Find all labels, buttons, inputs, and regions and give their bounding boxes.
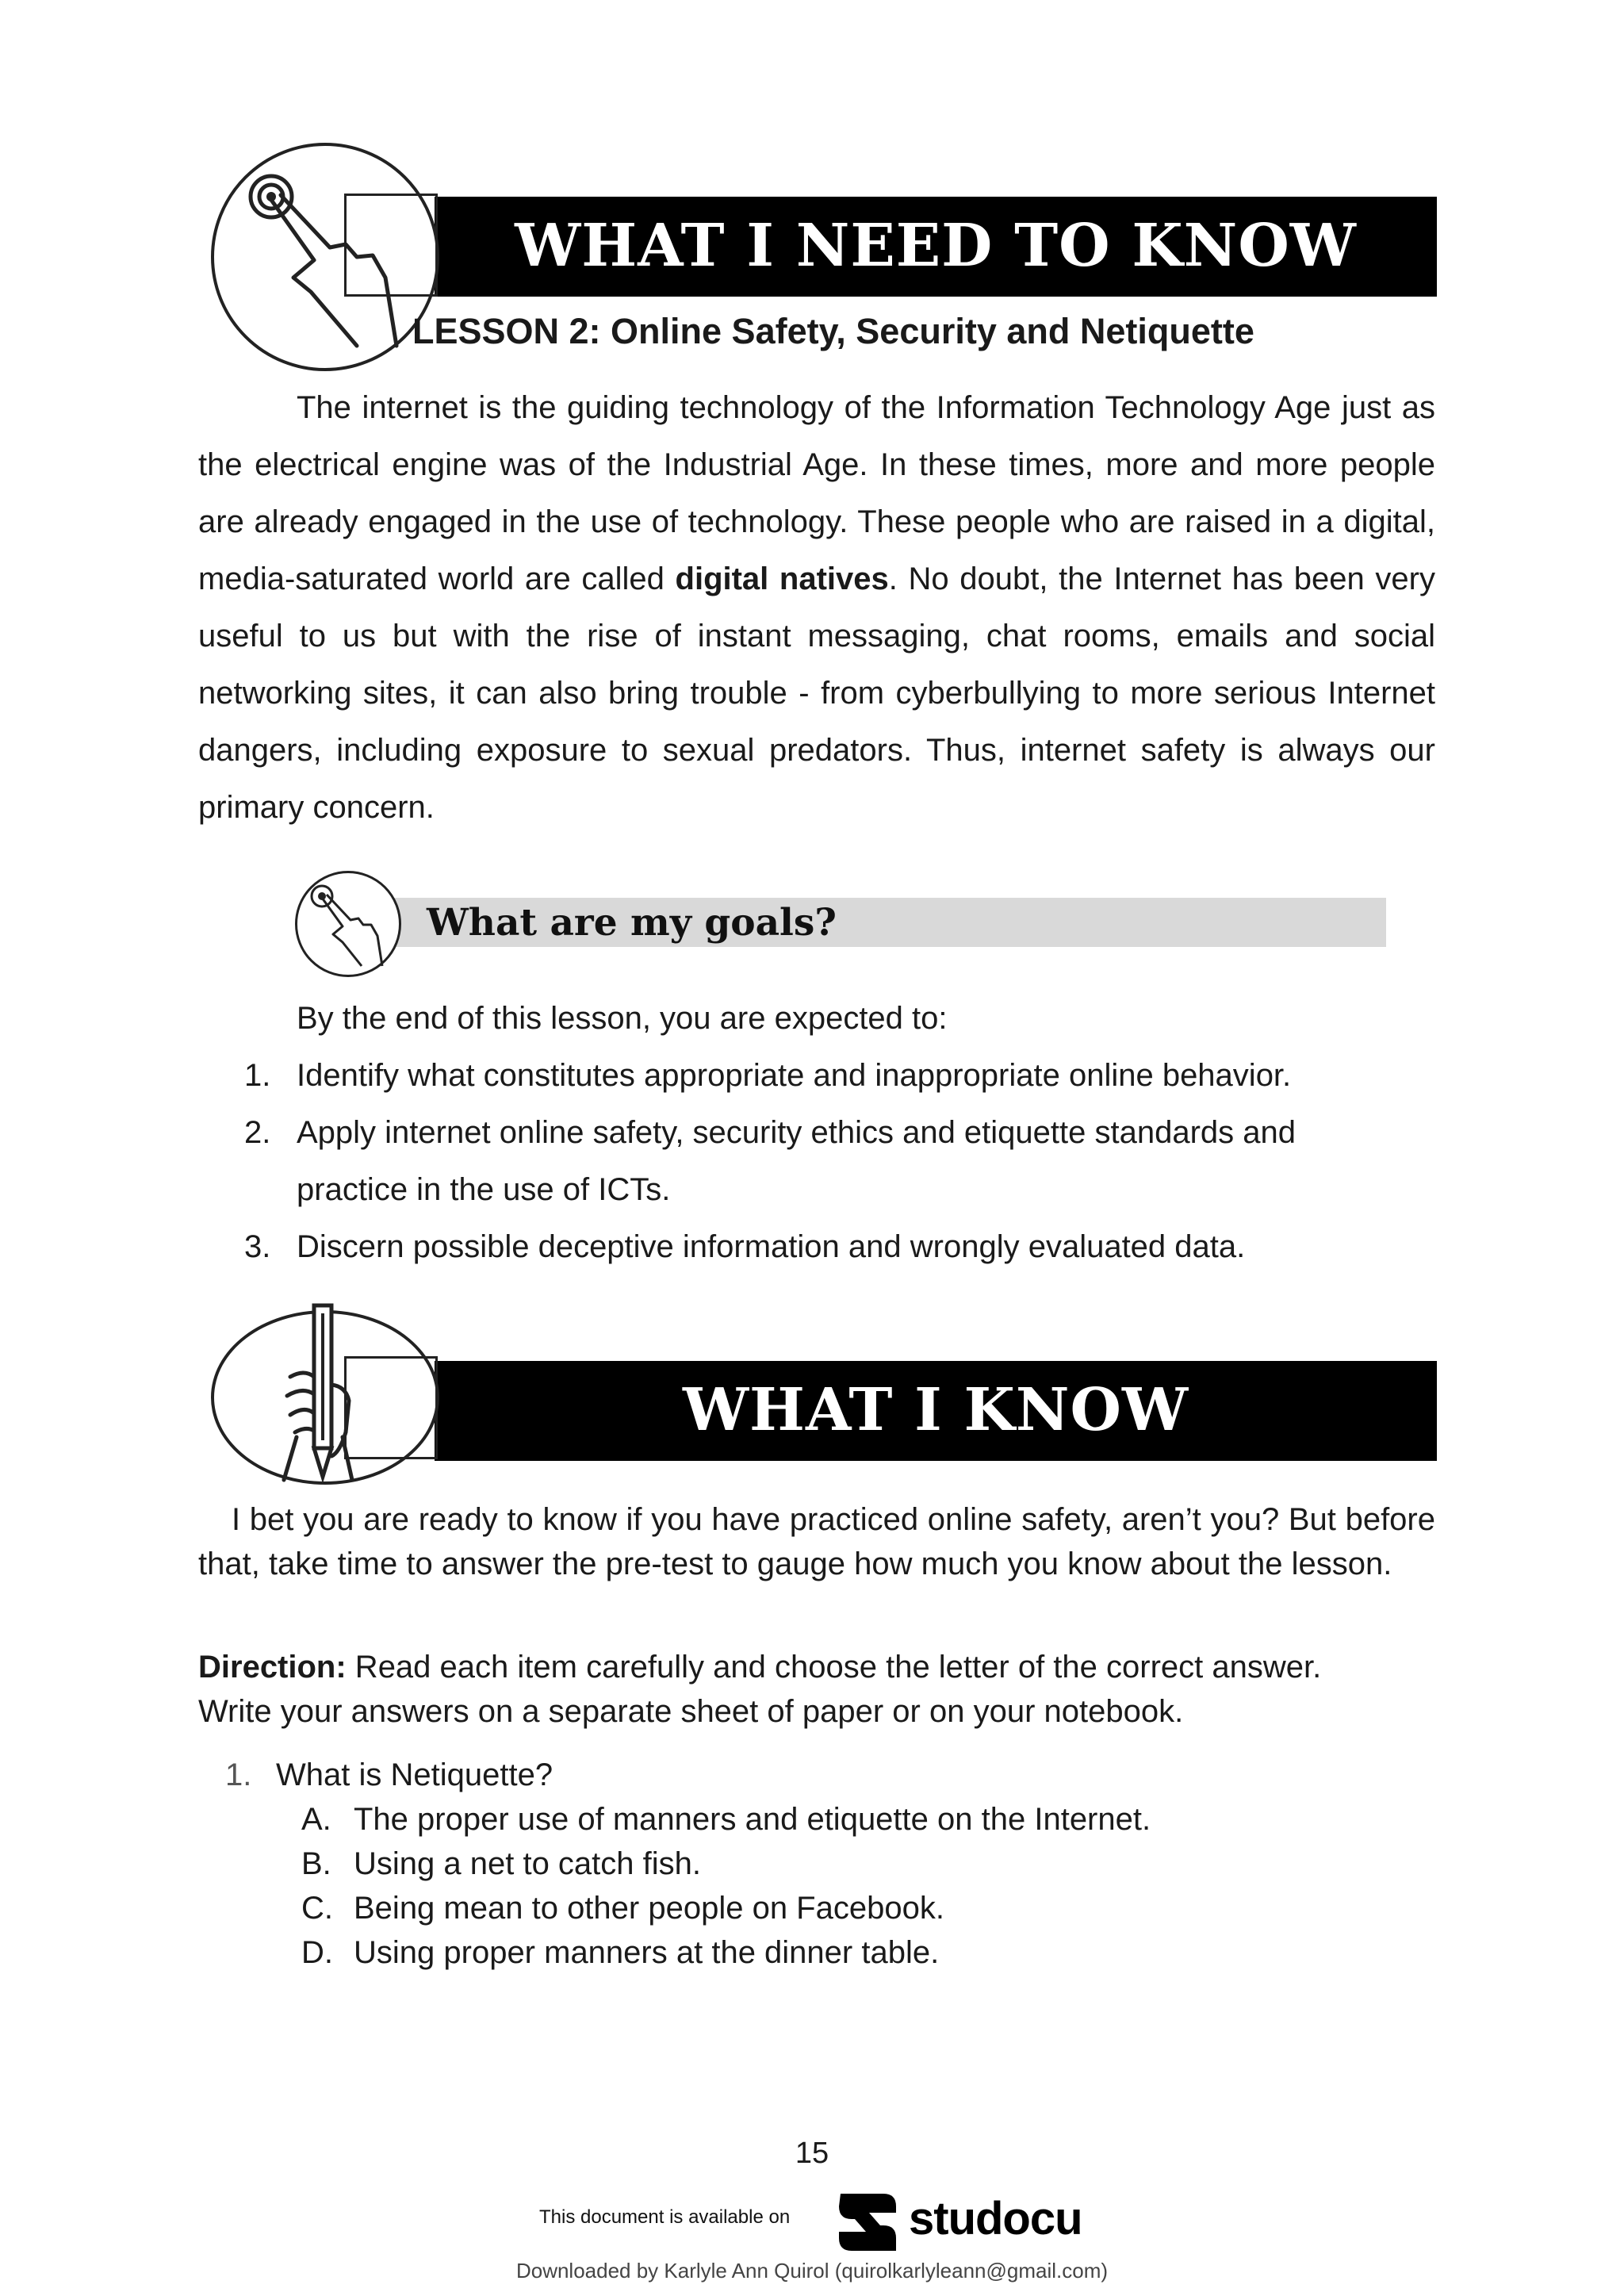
choice-c-letter: C. (301, 1891, 333, 1926)
downloaded-by: Downloaded by Karlyle Ann Quirol (quirolkarlyleann@gmail.com) (515, 2259, 1109, 2283)
choice-b-text: Using a net to catch fish. (354, 1846, 702, 1881)
studocu-brand[interactable]: studocu (909, 2193, 1082, 2244)
direction-label: Direction: (198, 1650, 347, 1685)
choice-c-text: Being mean to other people on Facebook. (354, 1891, 944, 1926)
goal-item-2-text: Apply internet online safety, security ethics and etiquette standards and (297, 1115, 1297, 1150)
banner-title: WHAT I KNOW (682, 1376, 1189, 1444)
goal-item-2-text-cont: practice in the use of ICTs. (297, 1172, 671, 1207)
question-1-num: 1. (225, 1757, 252, 1792)
touch-hand-icon (238, 159, 420, 349)
goals-lead: By the end of this lesson, you are expected to: (297, 1001, 948, 1036)
choice-d-text: Using proper manners at the dinner table. (354, 1935, 940, 1970)
studocu-logo-icon (834, 2191, 901, 2254)
goal-item-1-text: Identify what constitutes appropriate and inappropriate online behavior. (297, 1058, 1292, 1093)
pencil-hand-icon (266, 1297, 362, 1485)
touch-hand-icon (304, 877, 392, 968)
choice-a-text: The proper use of manners and etiquette on the Internet. (354, 1802, 1151, 1837)
goal-item-3-num: 3. (244, 1229, 271, 1264)
direction-line-2: Write your answers on a separate sheet of paper or on your notebook. (198, 1694, 1184, 1729)
direction-line-1: Direction: Read each item carefully and choose the letter of the correct answer. (198, 1650, 1322, 1685)
goal-item-2-num: 2. (244, 1115, 271, 1150)
choice-d-letter: D. (301, 1935, 333, 1970)
available-on-text: This document is available on (539, 2206, 791, 2228)
banner-title: WHAT I NEED TO KNOW (515, 212, 1357, 280)
page-number: 15 (795, 2137, 829, 2170)
question-1-text: What is Netiquette? (276, 1757, 553, 1792)
lesson-title: LESSON 2: Online Safety, Security and Netiquette (412, 311, 1254, 351)
goal-item-3-text: Discern possible deceptive information and wrongly evaluated data. (297, 1229, 1246, 1264)
goals-title: What are my goals? (427, 901, 837, 945)
goal-item-1-num: 1. (244, 1058, 271, 1093)
intro-paragraph: The internet is the guiding technology of the Information Technology Age just as the electrical engine was of the Industrial Age. In these times, more and more people are already engaged in the use of technology. These people who are raised in a digital, media-saturated world are called digital natives. No doubt, the Internet has been very useful to us but with the rise of instant messaging, chat rooms, emails and social networking sites, it can also bring trouble - from cyberbullying to more serious Internet dangers, including exposure to sexual predators. Thus, internet safety is always our primary concern. (198, 390, 1435, 825)
what-i-know-intro: I bet you are ready to know if you have practiced online safety, aren’t you? But before that, take time to answer the pre-test to gauge how much you know about the lesson. (198, 1502, 1435, 1581)
choice-b-letter: B. (301, 1846, 331, 1881)
choice-a-letter: A. (301, 1802, 331, 1837)
digital-natives-term: digital natives (675, 562, 889, 596)
